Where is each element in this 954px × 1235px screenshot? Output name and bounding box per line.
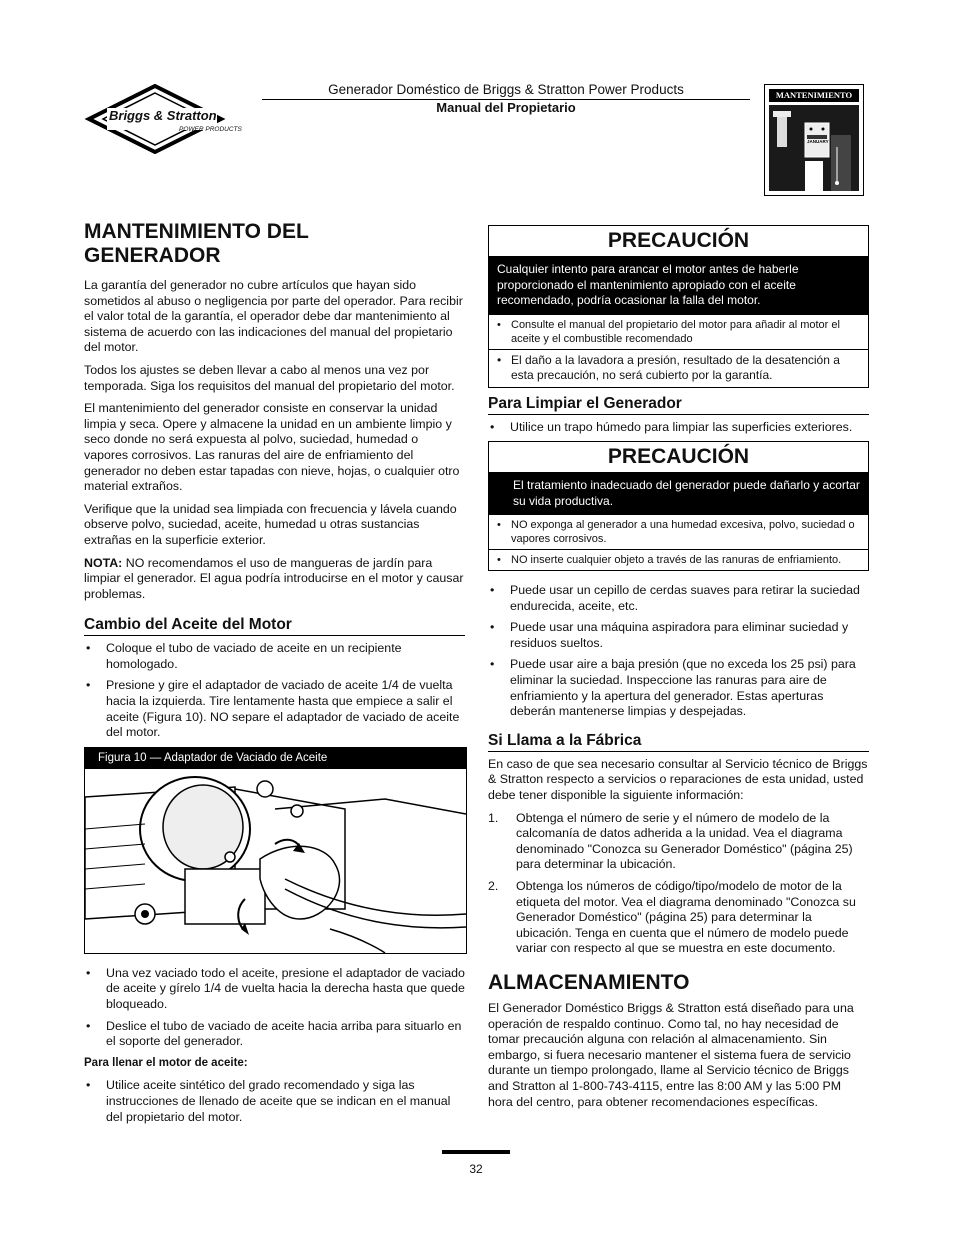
factory-intro: En caso de que sea necesario consultar al Servicio técnico de Briggs & Stratton respecto a servicios o reparaciones de esta unidad, usted debe tener disponible la siguiente información: [488, 756, 868, 803]
right-column [488, 225, 869, 1117]
clean-bullets-2 [488, 583, 869, 720]
caution-body: Cualquier intento para arancar el motor antes de haberle proporcionado el mantenimiento apropiado con el aceite recomendado, podría ocasionar la falla del motor. [489, 256, 868, 315]
badge-title: MANTENIMIENTO [769, 89, 859, 102]
list-item: • Deslice el tubo de vaciado de aceite hacia arriba para situarlo en el soporte del generador. [84, 1019, 465, 1050]
maintenance-badge [764, 84, 864, 196]
caution-title: PRECAUCIÓN [607, 445, 750, 469]
paragraph: Todos los ajustes se deben llevar a cabo al menos una vez por temporada. Siga los requisitos del manual del propietario del motor. [84, 362, 455, 393]
brand-logo [83, 84, 255, 154]
figure-caption: Figura 10 — Adaptador de Vaciado de Aceite [85, 748, 466, 769]
list-item: • Puede usar aire a baja presión (que no exceda los 25 psi) para eliminar la suciedad. Inspeccione las ranuras para aire de enfriamiento y la apertura del generador. Estas aperturas deberán mantenerse limpias y despejadas. [488, 657, 869, 719]
caution-body: El tratamiento inadecuado del generador puede dañarlo y acortar su vida productiva. [489, 472, 868, 515]
caution-box-2 [488, 441, 869, 571]
oil-bullets [84, 641, 465, 741]
header-title: Generador Doméstico de Briggs & Stratton Power Products [328, 82, 684, 97]
list-item: • Coloque el tubo de vaciado de aceite en un recipiente homologado. [84, 641, 465, 672]
list-item [488, 811, 869, 873]
header-subtitle: Manual del Propietario [436, 100, 576, 115]
caution-box-1 [488, 225, 869, 388]
wrench-calendar-icon [769, 105, 859, 191]
list-item: • NO exponga al generador a una humedad excesiva, polvo, suciedad o vapores corrosivos. [489, 515, 868, 549]
list-item: • Utilice un trapo húmedo para limpiar las superficies exteriores. [488, 420, 869, 436]
figure-10 [84, 747, 467, 954]
oil-drain-illustration [85, 769, 466, 953]
section-title-text: MANTENIMIENTO DEL GENERADOR [84, 220, 309, 267]
factory-list [488, 811, 869, 957]
heading-call-factory: Si Llama a la Fábrica [488, 732, 869, 752]
item-text: Obtenga los números de código/tipo/modelo de motor de la etiqueta del motor. Vea el diagrama denominado "Conozca su Generador Doméstico" (página 25) para determinar la ubicación. Tenga en cuenta que el número de modelo puede variar con respecto al que se muestra en este documento. [516, 879, 856, 956]
footer-rule [442, 1150, 510, 1154]
logo-text: Briggs & Stratton [109, 108, 217, 123]
paragraph: La garantía del generador no cubre artículos que hayan sido sometidos al abuso o negligencia por parte del operador. Para recibir el valor total de la garantía, el operador debe dar mantenimiento al sistema de acuerdo con las indicaciones del manual del propietario del motor. [84, 278, 463, 355]
paragraph: Verifique que la unidad sea limpiada con frecuencia y lávela cuando observe polvo, suciedad, aceite, humedad u otras sustancias extrañas en la superficie exterior. [84, 501, 457, 547]
left-column [84, 220, 465, 1131]
note-label: NOTA: [84, 555, 123, 570]
caution-bullets [489, 315, 868, 387]
paragraph: El mantenimiento del generador consiste en conservar la unidad limpia y seca. Opere y almacene la unidad en un ambiente limpio y seco donde no será expuesta al polvo, suciedad, humedad o vapores corrosivos. Las ranuras del aire de enfriamiento del generador no deben estar tapadas con nieve, hojas, o cualquier otro material extraños. [84, 401, 460, 494]
list-item: • NO inserte cualquier objeto a través de las ranuras de enfriamiento. [489, 549, 868, 570]
heading-clean-generator: Para Limpiar el Generador [488, 395, 869, 415]
list-item: • Una vez vaciado todo el aceite, presione el adaptador de vaciado de aceite y gírelo 1/4 de vuelta hacia la derecha hasta que quede bloqueado. [84, 966, 465, 1013]
fill-heading: Para llenar el motor de aceite: [84, 1056, 248, 1069]
item-number: 2. [488, 879, 499, 893]
storage-text: El Generador Doméstico Briggs & Stratton está diseñado para una operación de respaldo continuo. Como tal, no hay necesidad de tomar precaución alguna con relación al almacenamiento. Sin embargo, si fuera necesario mantener el sistema fuera de servicio durante un tiempo prolongado, llame al Servicio técnico de Briggs and Stratton al 1-800-743-4115, entre las 8:00 AM y las 5:00 PM hora del centro, para obtener recomendaciones específicas. [488, 1000, 854, 1109]
item-text: Obtenga el número de serie y el número de modelo de la calcomanía de datos adherida a la unidad. Vea el diagrama denominado "Conozca su Generador Doméstico" (página 25) para determinar la ubicación. [516, 810, 853, 872]
section-title-storage: ALMACENAMIENTO [488, 970, 690, 994]
clean-bullets [488, 420, 869, 436]
list-item: • Utilice aceite sintético del grado recomendado y siga las instrucciones de llenado de aceite que se indican en el manual del propietario del motor. [84, 1078, 465, 1125]
heading-oil-change: Cambio del Aceite del Motor [84, 616, 465, 636]
after-drain-bullets [84, 966, 465, 1050]
note-paragraph [84, 556, 465, 603]
caution-title: PRECAUCIÓN [607, 229, 750, 252]
fill-bullets [84, 1078, 465, 1125]
badge-calendar-label: JANUARY [807, 139, 829, 144]
caution-bullets [489, 515, 868, 570]
logo-subtext: POWER PRODUCTS [179, 126, 242, 133]
page-number: 32 [469, 1162, 483, 1176]
list-item: • El daño a la lavadora a presión, resultado de la desatención a esta precaución, no será cubierto por la garantía. [489, 349, 868, 387]
list-item [488, 879, 869, 957]
list-item: • Presione y gire el adaptador de vaciado de aceite 1/4 de vuelta hacia la izquierda. Tire lentamente hasta que empiece a salir el aceite (Figura 10). NO separe el adaptador de vaciado de aceite del motor. [84, 678, 465, 740]
list-item: • Puede usar una máquina aspiradora para eliminar suciedad y residuos sueltos. [488, 620, 869, 651]
item-number: 1. [488, 810, 499, 825]
note-text: NO recomendamos el uso de mangueras de jardín para limpiar el generador. El agua podría introducirse en el motor y causar problemas. [84, 555, 464, 601]
section-title-maintenance [84, 220, 465, 268]
list-item: • Puede usar un cepillo de cerdas suaves para retirar la suciedad endurecida, aceite, etc. [488, 583, 869, 614]
list-item: • Consulte el manual del propietario del motor para añadir al motor el aceite y el combustible recomendado [489, 315, 868, 349]
